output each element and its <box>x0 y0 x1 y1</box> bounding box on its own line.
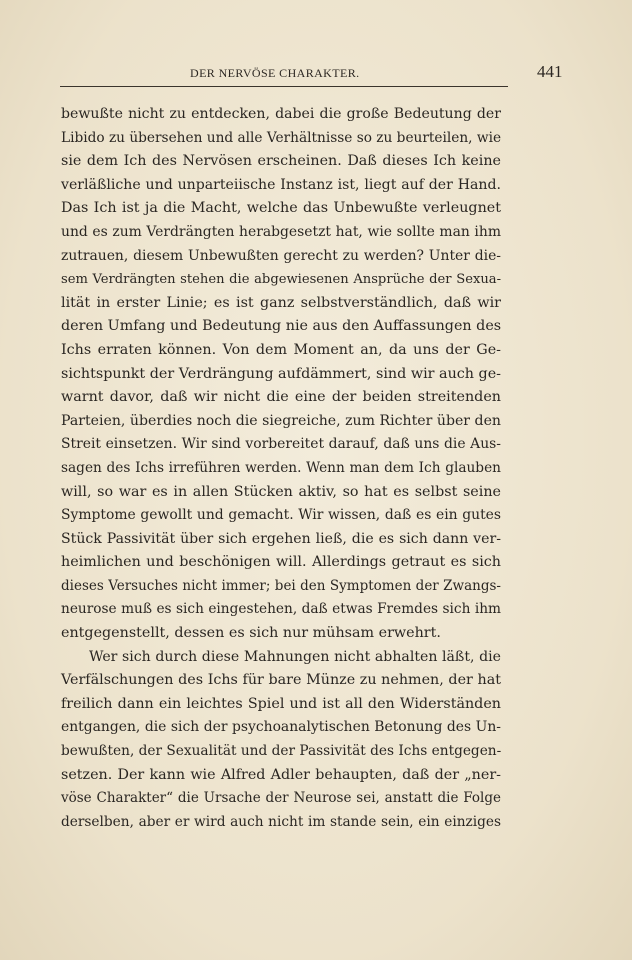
text-line: bewußten, der Sexualität und der Passivität des Ichs entgegen- <box>61 743 502 760</box>
text-line: deren Umfang und Bedeutung nie aus den Auffassungen des <box>61 318 502 335</box>
text-line: neurose muß es sich eingestehen, daß etwas Fremdes sich ihm <box>61 601 501 618</box>
text-line: bewußte nicht zu entdecken, dabei die große Bedeutung der <box>61 106 501 122</box>
text-line: sem Verdrängten stehen die abgewiesenen Ansprüche der Sexua- <box>61 272 501 288</box>
text-line: heimlichen und beschönigen will. Allerdings getraut es sich <box>61 554 501 571</box>
body-text <box>61 103 501 834</box>
text-line: Ichs erraten können. Von dem Moment an, da uns der Ge- <box>61 341 501 358</box>
text-line: freilich dann ein leichtes Spiel und ist all den Widerständen <box>61 695 501 712</box>
text-line: lität in erster Linie; es ist ganz selbstverständlich, daß wir <box>61 294 501 311</box>
paragraph-end-line: entgegenstellt, dessen es sich nur mühsam erwehrt. <box>61 625 441 642</box>
text-line: zutrauen, diesem Unbewußten gerecht zu werden? Unter die- <box>61 247 501 264</box>
text-line: dieses Versuches nicht immer; bei den Symptomen der Zwangs- <box>61 577 501 594</box>
text-line: sagen des Ichs irreführen werden. Wenn man dem Ich glauben <box>61 459 501 476</box>
text-line: will, so war es in allen Stücken aktiv, so hat es selbst seine <box>61 483 501 500</box>
text-line: vöse Charakter“ die Ursache der Neurose sei, anstatt die Folge <box>61 790 501 807</box>
text-line: derselben, aber er wird auch nicht im stande sein, ein einziges <box>61 813 501 830</box>
text-line: warnt davor, daß wir nicht die eine der beiden streitenden <box>61 389 501 406</box>
text-line: Parteien, überdies noch die siegreiche, zum Richter über den <box>61 412 501 429</box>
text-line: Streit einsetzen. Wir sind vorbereitet darauf, daß uns die Aus- <box>61 436 501 453</box>
text-line: und es zum Verdrängten herabgesetzt hat, wie sollte man ihm <box>61 223 501 240</box>
running-header <box>60 62 563 87</box>
text-line: sie dem Ich des Nervösen erscheinen. Daß dieses Ich keine <box>61 153 501 170</box>
text-line: Symptome gewollt und gemacht. Wir wissen, daß es ein gutes <box>61 507 501 524</box>
text-line: sichtspunkt der Verdrängung aufdämmert, sind wir auch ge- <box>61 365 501 382</box>
text-line: verläßliche und unparteiische Instanz ist, liegt auf der Hand. <box>61 176 501 193</box>
text-line: setzen. Der kann wie Alfred Adler behaupten, daß der „ner- <box>61 766 501 783</box>
text-line: Libido zu übersehen und alle Verhältnisse so zu beurteilen, wie <box>61 129 502 146</box>
text-line: entgangen, die sich der psychoanalytischen Betonung des Un- <box>61 719 501 736</box>
running-title: DER NERVÖSE CHARAKTER. <box>190 66 360 80</box>
text-line: Stück Passivität über sich ergehen ließ, die es sich dann ver- <box>61 530 501 547</box>
page-number: 441 <box>537 62 563 81</box>
text-line: Verfälschungen des Ichs für bare Münze zu nehmen, der hat <box>61 672 501 689</box>
paragraph-start-line: Wer sich durch diese Mahnungen nicht abhalten läßt, die <box>89 648 501 665</box>
text-line: Das Ich ist ja die Macht, welche das Unbewußte verleugnet <box>61 200 501 217</box>
